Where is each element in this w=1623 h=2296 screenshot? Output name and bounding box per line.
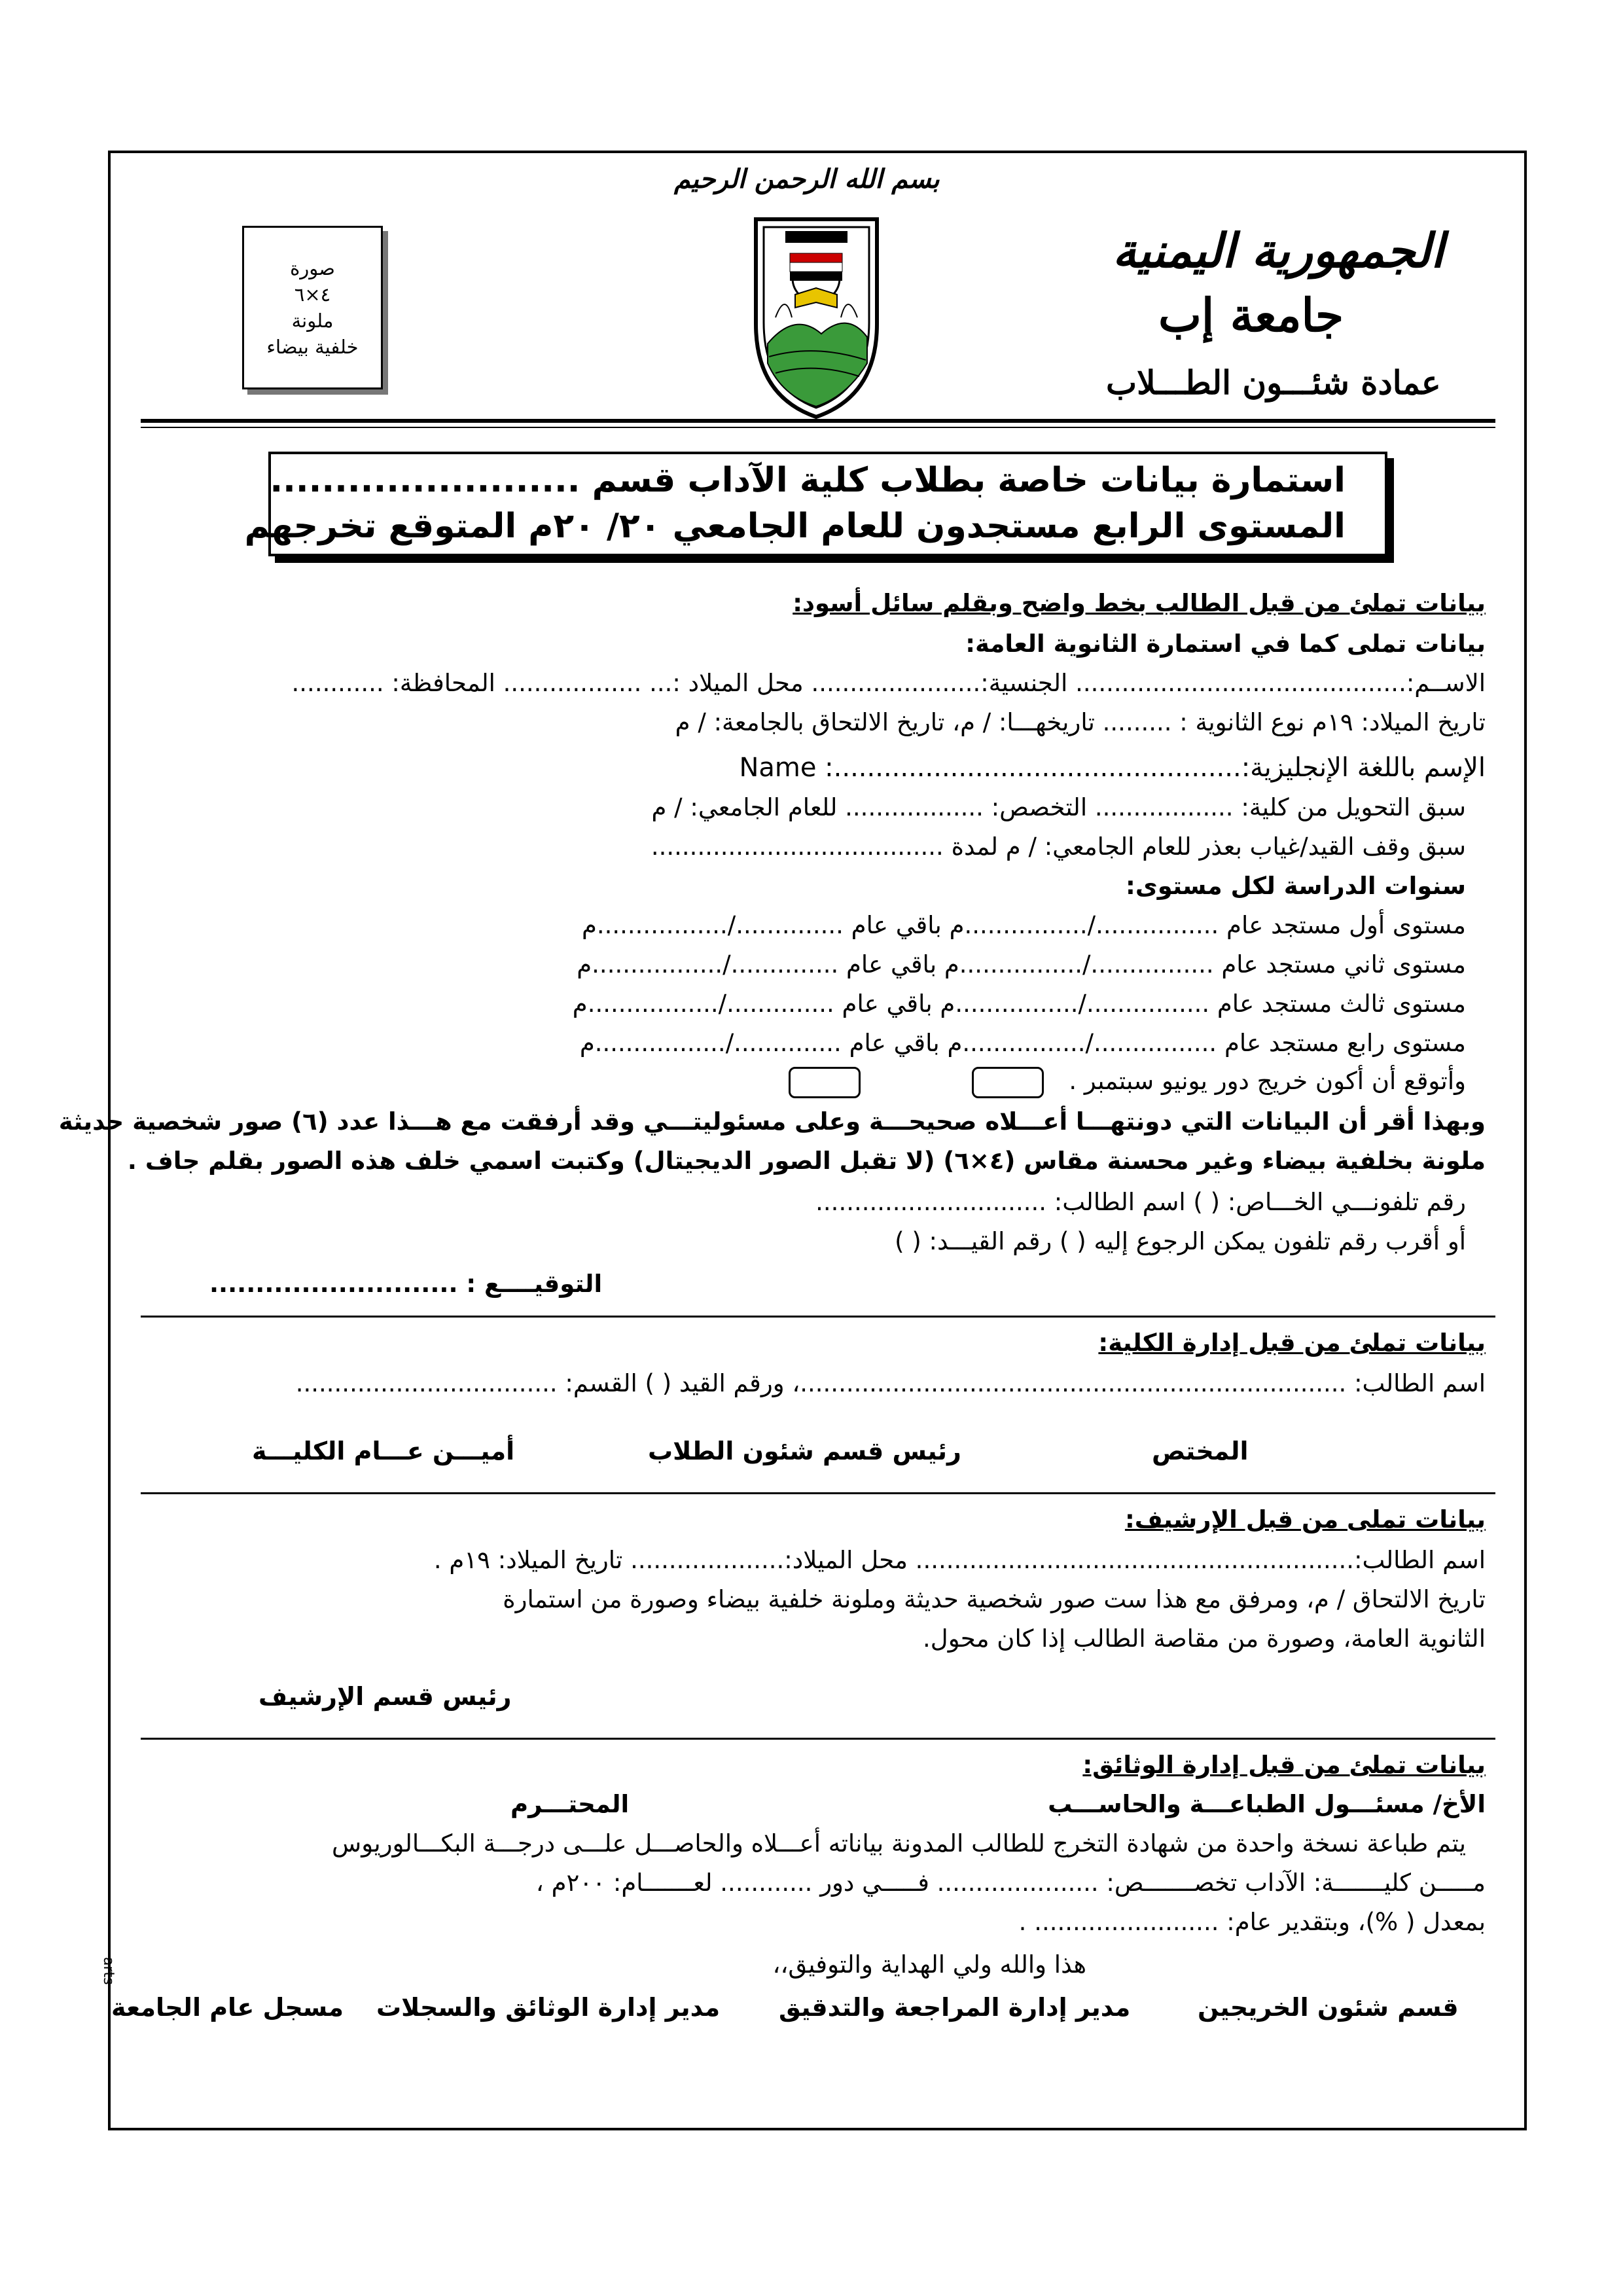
- archive-student-line[interactable]: اسم الطالب:......................................................... محل الميلاد:.................... تاريخ الميلاد: ١٩م .: [433, 1546, 1486, 1574]
- june-checkbox[interactable]: [972, 1067, 1044, 1098]
- college-secretary-signature-label: أميـــن عـــام الكليـــة: [252, 1437, 515, 1465]
- photo-box-line: ملونة: [291, 310, 334, 332]
- archive-enroll-line-2: الثانوية العامة، وصورة من مقاصة الطالب إذا كان محول.: [923, 1624, 1486, 1653]
- phone-line[interactable]: رقم تلفونـــي الخـــاص: ( ) اسم الطالب: ..............................: [815, 1188, 1466, 1216]
- level-3-line[interactable]: مستوى ثالث مستجد عام ................/................م باقي عام ............../.................م: [572, 990, 1466, 1018]
- form-title-line1: استمارة بيانات خاصة بطلاب كلية الآداب قسم ........................: [270, 461, 1346, 500]
- photo-box-line: خلفية بيضاء: [266, 336, 359, 358]
- student-section-heading: بيانات تملئ من قبل الطالب بخط واضح وبقلم سائل أسود:: [793, 589, 1486, 617]
- suspension-line[interactable]: سبق وقف القيد/غياب بعذر للعام الجامعي: / م لمدة ......................................: [651, 833, 1466, 861]
- archive-section-heading: بيانات تملى من قبل الإرشيف:: [1124, 1505, 1486, 1534]
- documents-body-line-2[interactable]: مـــــن كليـــــــة: الآداب تخصـــــــص: ..................... فـــــي دور ............ لعـــــــام: ٢٠٠م ،: [535, 1869, 1486, 1897]
- archive-head-signature-label: رئيس قسم الإرشيف: [259, 1682, 512, 1711]
- level-4-line[interactable]: مستوى رابع مستجد عام ................/................م باقي عام ............../.................م: [579, 1029, 1466, 1057]
- archive-enroll-line-1[interactable]: تاريخ الالتحاق / م، ومرفق مع هذا ست صور شخصية حديثة وملونة خلفية بيضاء وصورة من استمارة: [503, 1585, 1486, 1613]
- registrar-signature-label: مسجل عام الجامعة: [111, 1993, 344, 2022]
- section-divider: [141, 1492, 1495, 1494]
- signature-line[interactable]: التوقيــــع : ...........................: [209, 1270, 603, 1298]
- affairs-head-signature-label: رئيس قسم شئون الطلاب: [648, 1437, 961, 1465]
- college-student-line[interactable]: اسم الطالب: .......................................................................، ورقم القيد ( ) القسم: ..................................: [295, 1369, 1486, 1397]
- level-2-line[interactable]: مستوى ثاني مستجد عام ................/................م باقي عام ............../.................م: [577, 950, 1466, 978]
- student-subheading: بيانات تملى كما في استمارة الثانوية العامة:: [965, 630, 1486, 658]
- documents-section-heading: بيانات تملئ من قبل إدارة الوثائق:: [1082, 1751, 1486, 1779]
- photo-box-line: ٤×٦: [294, 283, 331, 306]
- level-1-line[interactable]: مستوى أول مستجد عام ................/................م باقي عام ............../.................م: [581, 911, 1466, 939]
- declaration-line-1: وبهذا أقر أن البيانات التي دونتهـــا أعـــلاه صحيحـــة وعلى مسئوليتـــي وقد أرفقت مع هـــذا عدد (٦) صور شخصية حديثة: [58, 1107, 1486, 1136]
- documents-body-line-3[interactable]: بمعدل ( %)، وبتقدير عام: ........................ .: [1018, 1908, 1486, 1936]
- form-title-line2: المستوى الرابع مستجدون للعام الجامعي ٢٠/ ٢٠م المتوقع تخرجهم: [244, 507, 1346, 546]
- english-name-line[interactable]: الإسم باللغة الإنجليزية:.................................................: Name: [739, 753, 1486, 783]
- specialist-signature-label: المختص: [1152, 1437, 1249, 1465]
- university-logo-icon: [749, 213, 883, 422]
- header-divider: [141, 419, 1495, 423]
- review-director-signature-label: مدير إدارة المراجعة والتدقيق: [779, 1993, 1131, 2022]
- graduation-expected-line: وأتوقع أن أكون خريج دور يونيو سبتمبر .: [1069, 1067, 1466, 1095]
- deanship-name: عمادة شئـــون الطـــلاب: [1106, 363, 1441, 402]
- basmala: بسم الله الرحمن الرحيم: [674, 164, 940, 194]
- photo-box-line: صورة: [290, 257, 335, 279]
- transfer-line[interactable]: سبق التحويل من كلية: .................. التخصص: .................. للعام الجامعي: / م: [651, 793, 1466, 821]
- documents-closing: هذا والله ولي الهداية والتوفيق،،: [772, 1950, 1086, 1979]
- university-name: جامعة إب: [1158, 288, 1344, 342]
- side-label: arts: [100, 1957, 116, 1985]
- photo-placeholder-box: [242, 226, 383, 389]
- form-title-box: [244, 452, 1387, 556]
- birth-line[interactable]: تاريخ الميلاد: ١٩م نوع الثانوية : ......... تاريخهـــا: / م، تاريخ الالتحاق بالجامعة: / م: [675, 708, 1486, 736]
- section-divider: [141, 1738, 1495, 1740]
- documents-body-line-1: يتم طباعة نسخة واحدة من شهادة التخرج للطالب المدونة بياناته أعـــلاه والحاصـــل علـــى درجـــة البكـــالوريوس: [332, 1829, 1466, 1857]
- documents-addressee: الأخ/ مسئـــول الطباعـــة والحاســـب: [1048, 1790, 1486, 1818]
- name-line[interactable]: الاســم:........................................... الجنسية:...................... محل الميلاد :... .................. المحافظة: ............: [291, 669, 1486, 697]
- years-heading: سنوات الدراسة لكل مستوى:: [1126, 872, 1466, 900]
- september-checkbox[interactable]: [789, 1067, 861, 1098]
- country-name: الجمهورية اليمنية: [1113, 223, 1444, 278]
- college-section-heading: بيانات تملئ من قبل إدارة الكلية:: [1098, 1329, 1486, 1357]
- declaration-line-2: ملونة بخلفية بيضاء وغير محسنة مقاس (٤×٦) (لا تقبل الصور الديجيتال) وكتبت اسمي خلف هذه الصور بقلم جاف .: [127, 1147, 1486, 1175]
- section-divider: [141, 1316, 1495, 1318]
- header-divider-thin: [141, 427, 1495, 428]
- documents-respected: المحتـــرم: [510, 1790, 630, 1818]
- graduates-signature-label: قسم شئون الخريجين: [1198, 1993, 1459, 2022]
- nearest-phone-line[interactable]: أو أقرب رقم تلفون يمكن الرجوع إليه ( ) رقم القيـــد: ( ): [895, 1227, 1466, 1255]
- records-director-signature-label: مدير إدارة الوثائق والسجلات: [376, 1993, 721, 2022]
